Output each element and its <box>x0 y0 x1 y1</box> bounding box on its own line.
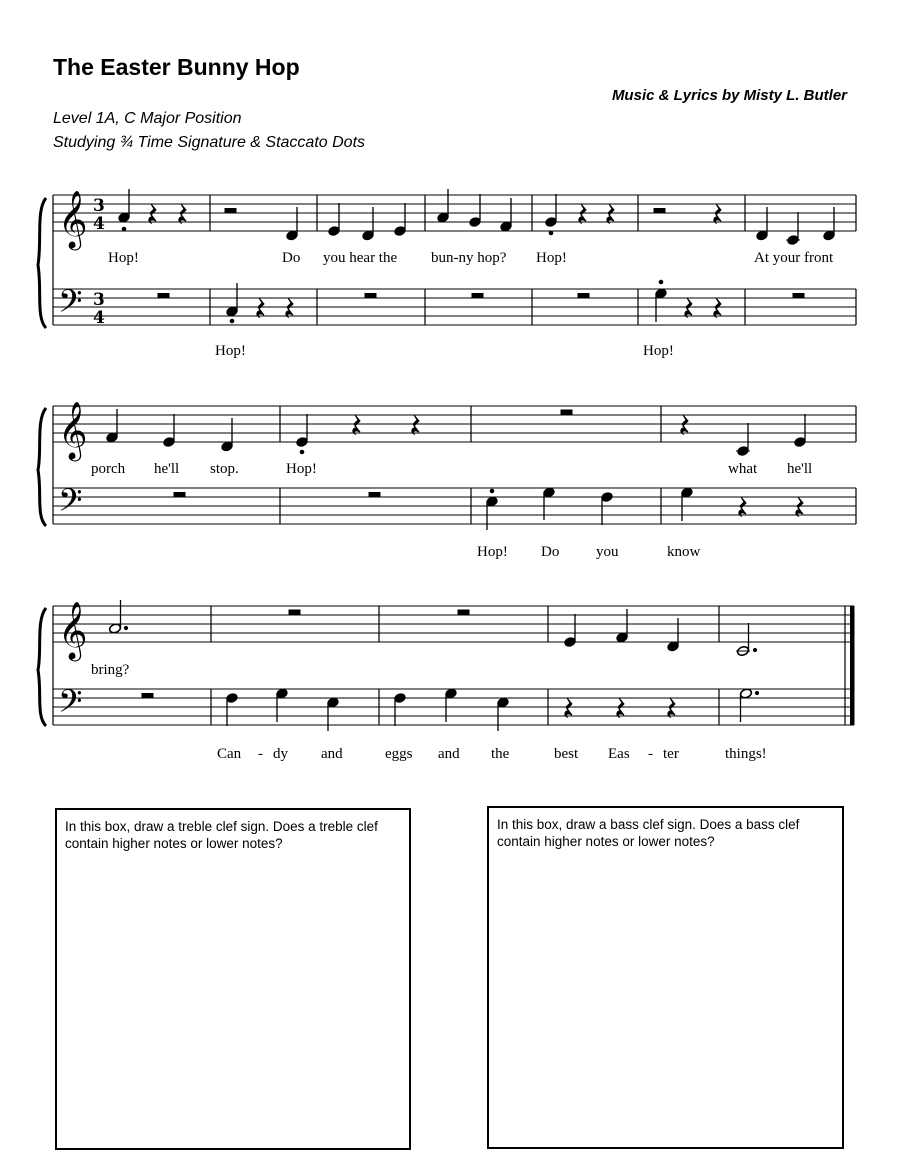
level-info: Level 1A, C Major Position <box>53 110 242 127</box>
lyrics-row-1 <box>108 250 834 359</box>
lyric: Eas <box>608 746 630 762</box>
staccato-dot <box>490 489 494 493</box>
time-sig-bottom: 4 <box>93 214 105 234</box>
treble-clef-drawing-box[interactable] <box>55 808 411 1150</box>
study-info: Studying ¾ Time Signature & Staccato Dots <box>53 134 366 151</box>
lyric: bring? <box>91 662 130 678</box>
brace <box>38 608 46 726</box>
note <box>739 688 752 699</box>
lyric: what <box>728 461 758 477</box>
time-sig-top: 3 <box>93 290 105 310</box>
bass-box-prompt: In this box, draw a bass clef sign. Does a bass clef contain higher notes or lower notes? <box>497 817 800 849</box>
lyric: Hop! <box>643 343 674 359</box>
system-1 <box>38 189 856 359</box>
lyric: Hop! <box>477 544 508 560</box>
staccato-dot <box>230 319 234 323</box>
staccato-dot <box>122 227 126 231</box>
lyric: he'll <box>787 461 813 477</box>
lyrics-row-2 <box>91 461 812 560</box>
dot <box>755 691 758 694</box>
lyric: best <box>554 746 579 762</box>
treble-clef-icon: 𝄞 <box>58 401 88 459</box>
lyric: you hear the <box>323 250 398 266</box>
time-sig-bottom: 4 <box>93 308 105 328</box>
brace <box>38 408 46 526</box>
whole-rest <box>289 610 300 615</box>
staccato-dot <box>659 280 663 284</box>
brace <box>38 198 46 328</box>
bass-clef-icon: 𝄢 <box>58 683 83 727</box>
treble-notes-1 <box>118 189 836 246</box>
lyric: Do <box>282 250 301 266</box>
lyric: bun-ny hop? <box>431 250 507 266</box>
system-3 <box>38 600 855 762</box>
composer-credit: Music & Lyrics by Misty L. Butler <box>611 87 847 104</box>
bass-staff-1 <box>53 289 856 325</box>
half-rest <box>578 294 589 299</box>
note <box>108 623 121 634</box>
half-rest <box>174 493 185 498</box>
lyric: Hop! <box>536 250 567 266</box>
lyric: - <box>648 746 653 762</box>
bass-staff-2 <box>53 488 856 524</box>
lyric: you <box>596 544 619 560</box>
lyric: - <box>258 746 263 762</box>
whole-rest <box>561 410 572 415</box>
lyric: Hop! <box>286 461 317 477</box>
treble-clef-icon: 𝄞 <box>58 601 88 659</box>
half-rest <box>369 493 380 498</box>
lyric: dy <box>273 746 288 762</box>
half-rest <box>654 209 665 214</box>
final-barline <box>850 606 855 725</box>
page-title: The Easter Bunny Hop <box>53 54 300 80</box>
lyric: things! <box>725 746 767 762</box>
bass-clef-icon: 𝄢 <box>58 482 83 526</box>
lyric: At your front <box>754 250 834 266</box>
treble-staff-1 <box>53 195 856 231</box>
half-rest <box>793 294 804 299</box>
lyric: know <box>667 544 701 560</box>
whole-rest <box>458 610 469 615</box>
half-rest <box>472 294 483 299</box>
bass-clef-drawing-box[interactable] <box>487 806 844 1149</box>
time-sig-top: 3 <box>93 196 105 216</box>
staccato-dot <box>549 231 553 235</box>
lyric: Do <box>541 544 560 560</box>
lyric: eggs <box>385 746 413 762</box>
dot <box>753 648 756 651</box>
dot <box>124 626 127 629</box>
treble-box-prompt: In this box, draw a treble clef sign. Does a treble clef contain higher notes or lower notes? <box>65 819 378 851</box>
half-rest <box>365 294 376 299</box>
lyric: he'll <box>154 461 180 477</box>
lyric: and <box>438 746 460 762</box>
lyric: porch <box>91 461 126 477</box>
treble-clef-icon: 𝄞 <box>58 190 88 248</box>
treble-notes-3 <box>108 600 756 657</box>
half-rest <box>225 209 236 214</box>
lyric: and <box>321 746 343 762</box>
half-rest <box>158 294 169 299</box>
half-rest <box>142 694 153 699</box>
staccato-dot <box>300 450 304 454</box>
lyric: Can <box>217 746 242 762</box>
lyric: the <box>491 746 510 762</box>
lyric: ter <box>663 746 679 762</box>
system-2 <box>38 401 856 560</box>
lyric: stop. <box>210 461 239 477</box>
treble-staff-3 <box>53 606 854 642</box>
lyric: Hop! <box>215 343 246 359</box>
bass-clef-icon: 𝄢 <box>58 283 83 327</box>
lyrics-row-3 <box>91 662 767 762</box>
lyric: Hop! <box>108 250 139 266</box>
